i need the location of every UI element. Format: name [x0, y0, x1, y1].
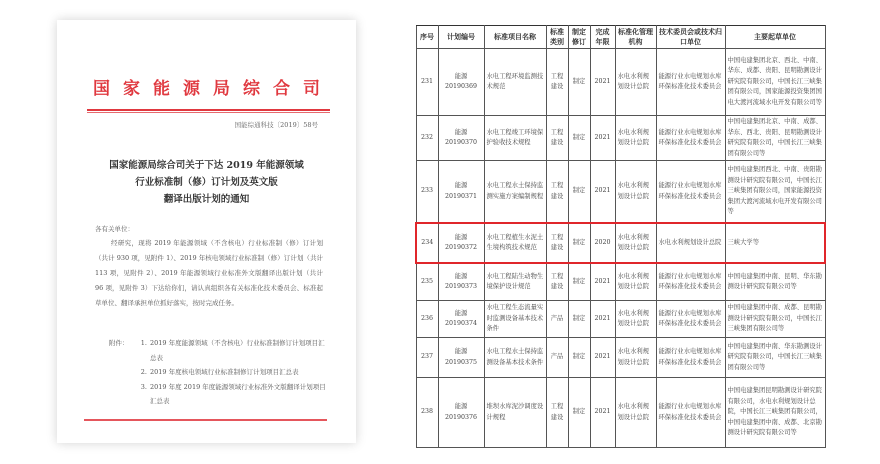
standards-plan-table [415, 25, 826, 448]
notice-title [77, 157, 336, 208]
table-row-highlighted: 234 能源 20190372 水电工程植生水泥土生境构筑技术规范 工程建设 制定 2020 水电水利规划设计总院 水电水利规划设计总院 三峡大学等 [416, 223, 825, 263]
header-drafters: 主要起草单位 [725, 26, 825, 49]
red-header-rule [87, 109, 330, 111]
header-year: 完成年限 [590, 26, 615, 49]
table-row: 236 能源 20190374 水电工程生态流量实时监测设备基本技术条件 产品 制定 2021 水电水利规划设计总院 能源行业水电规划水库环保标准化技术委员会 中国电建集团中南、成都、昆明勘测设计研究院有限公司，中国长江三峡集团有限公司等 [416, 301, 825, 338]
red-footer-rule [84, 419, 327, 421]
header-name: 标准项目名称 [484, 26, 546, 49]
header-seq: 序号 [416, 26, 438, 49]
notice-body: 经研究，现将 2019 年能源领域（不含核电）行业标准制（修）订计划（共计 930 项，见附件 1）、2019 年核电领域行业标准制（修）订计划（共计 113 项，见附件 2）、2019 年能源领域行业标准外文版翻译出版计划（共计 96 项，见附件 3）下达给你们，请认真组织各有关标准化技术委员会、标准起草单位、翻译承担单位抓好落实，按时完成任务。 [95, 239, 323, 307]
table-row: 238 能源 20190376 堆坝水库泥沙调度设计规程 工程建设 制定 2021 水电水利规划设计总院 能源行业水电规划水库环保标准化技术委员会 中国电建集团昆明勘测设计研究院有限公司，水电水利规划设计总院，中国长江三峡集团有限公司，中国电建集团中南、成都、北京勘测设计研究院有限公司等 [416, 378, 825, 448]
attachment-item: 附件： 1. 2019 年度能源领域（不含核电）行业标准制修订计划项目汇总表 [109, 336, 329, 365]
table-row: 231 能源 20190369 水电工程环境监测技术规范 工程建设 制定 2021 水电水利规划设计总院 能源行业水电规划水库环保标准化技术委员会 中国电建集团北京、西北、中南、华东、成都、贵阳、昆明勘测设计研究院有限公司，中国长江三峡集团有限公司，国家能源投资集团国电大渡河流域水电开发有限公司等 [416, 49, 825, 116]
issuing-org-title: 国家能源局综合司 [93, 79, 333, 99]
document-number: 国能综通科技〔2019〕58号 [234, 121, 318, 129]
notice-title-line: 国家能源局综合司关于下达 2019 年能源领域 [109, 160, 304, 171]
attachment-item: 2. 2019 年度核电领域行业标准制修订计划项目汇总表 [140, 368, 299, 376]
notice-title-line: 行业标准制（修）订计划及英文版 [135, 177, 278, 188]
attachments-list [109, 336, 329, 409]
table-row: 235 能源 20190373 水电工程陆生动物生境保护设计规范 工程建设 制定 2021 水电水利规划设计总院 能源行业水电规划水库环保标准化技术委员会 中国电建集团中南、昆明、华东勘测设计研究院有限公司等 [416, 263, 825, 301]
attachments-label: 附件： [109, 339, 129, 347]
salutation: 各有关单位： [95, 225, 134, 233]
header-category: 标准类别 [546, 26, 568, 49]
attachment-item: 3. 2019 年度 2019 年度能源领域行业标准外文版翻译计划项目汇总表 [140, 382, 326, 405]
header-type: 制定修订 [568, 26, 590, 49]
table-row: 232 能源 20190370 水电工程竣工环境保护验收技术规程 工程建设 制定 2021 水电水利规划设计总院 能源行业水电规划水库环保标准化技术委员会 中国电建集团北京、中南、成都、华东、西北、贵阳、昆明勘测设计研究院有限公司，中国长江三峡集团有限公司等 [416, 116, 825, 161]
header-mgmt: 标准化管理机构 [615, 26, 656, 49]
table-header-row [416, 26, 825, 49]
table-row: 233 能源 20190371 水电工程水土保持监测实施方案编制规程 工程建设 制定 2021 水电水利规划设计总院 能源行业水电规划水库环保标准化技术委员会 中国电建集团西北、中南、贵阳勘测设计研究院有限公司，中国长江三峡集团有限公司，国家能源投资集团大渡河流域水电开发有限公司等 [416, 161, 825, 224]
table-row: 237 能源 20190375 水电工程水土保持监测设备基本技术条件 产品 制定 2021 水电水利规划设计总院 能源行业水电规划水库环保标准化技术委员会 中国电建集团中南、华东勘测设计研究院有限公司，中国长江三峡集团有限公司等 [416, 338, 825, 378]
notice-title-line: 翻译出版计划的通知 [163, 194, 250, 205]
notice-document-page [57, 20, 356, 443]
header-plan-no: 计划编号 [438, 26, 484, 49]
red-header-rule-thin [87, 112, 330, 113]
header-committee: 技术委员会或技术归口单位 [656, 26, 725, 49]
